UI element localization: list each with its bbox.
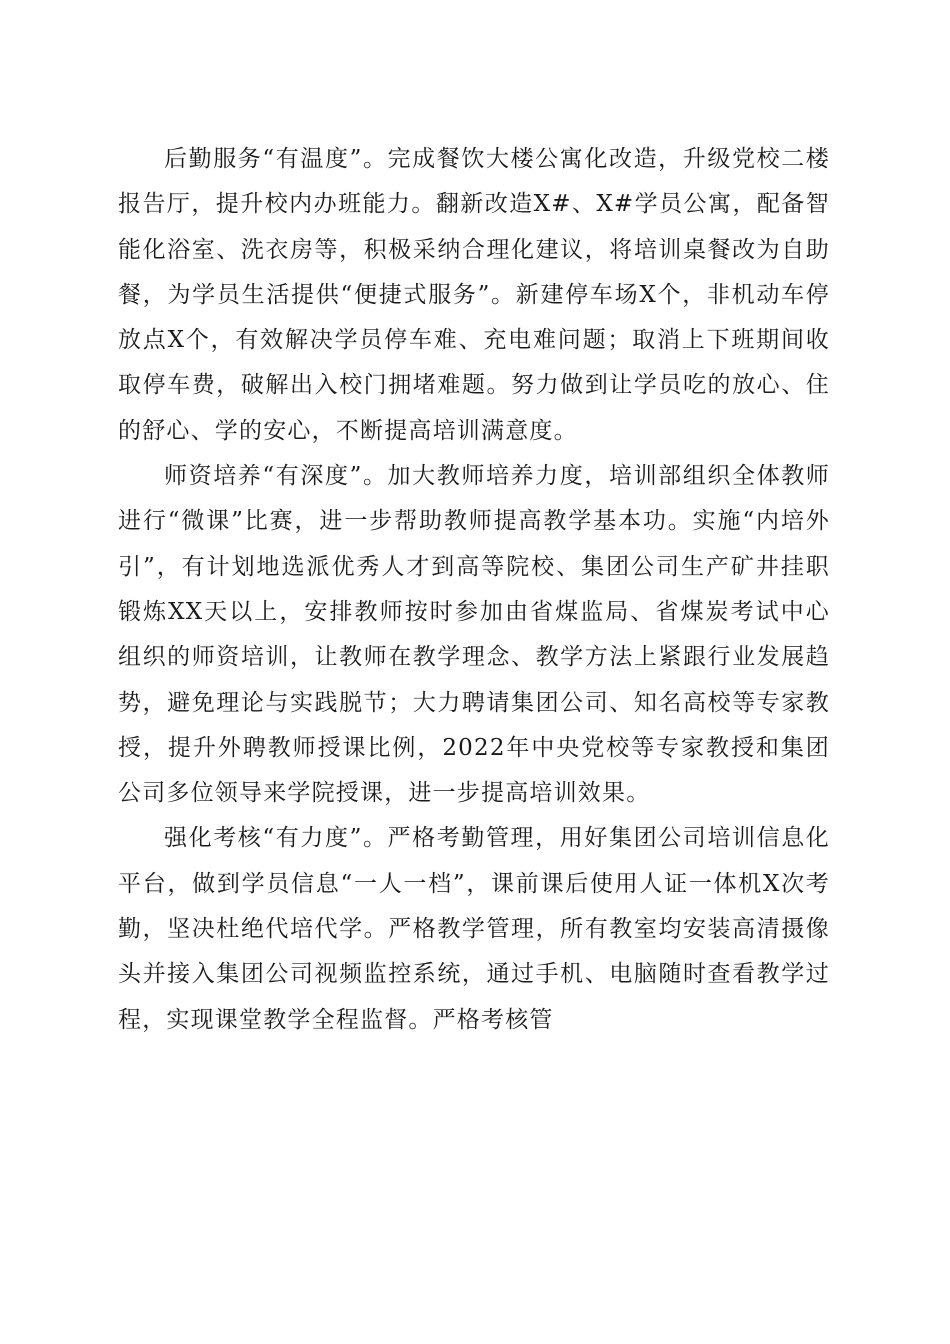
paragraph-logistics-service: 后勤服务“有温度”。完成餐饮大楼公寓化改造，升级党校二楼报告厅，提升校内办班能力。翻新改造X#、X#学员公寓，配备智能化浴室、洗衣房等，积极采纳合理化建议，将培训桌餐改为自助餐，为学员生活提供“便捷式服务”。新建停车场X个，非机动车停放点X个，有效解决学员停车难、充电难问题；取消上下班期间收取停车费，破解出入校门拥堵难题。努力做到让学员吃的放心、住的舒心、学的安心，不断提高培训满意度。 (118, 146, 830, 444)
document-body (118, 137, 830, 1043)
paragraph-teacher-training: 师资培养“有深度”。加大教师培养力度，培训部组织全体教师进行“微课”比赛，进一步帮助教师提高教学基本功。实施“内培外引”，有计划地选派优秀人才到高等院校、集团公司生产矿井挂职锻炼XX天以上，安排教师按时参加由省煤监局、省煤炭考试中心组织的师资培训，让教师在教学理念、教学方法上紧跟行业发展趋势，避免理论与实践脱节；大力聘请集团公司、知名高校等专家教授，提升外聘教师授课比例，2022年中央党校等专家教授和集团公司多位领导来学院授课，进一步提高培训效果。 (118, 463, 830, 807)
paragraph-assessment: 强化考核“有力度”。严格考勤管理，用好集团公司培训信息化平台，做到学员信息“一人一档”，课前课后使用人证一体机X次考勤，坚决杜绝代培代学。严格教学管理，所有教室均安装高清摄像头并接入集团公司视频监控系统，通过手机、电脑随时查看教学过程，实现课堂教学全程监督。严格考核管 (118, 825, 830, 1033)
